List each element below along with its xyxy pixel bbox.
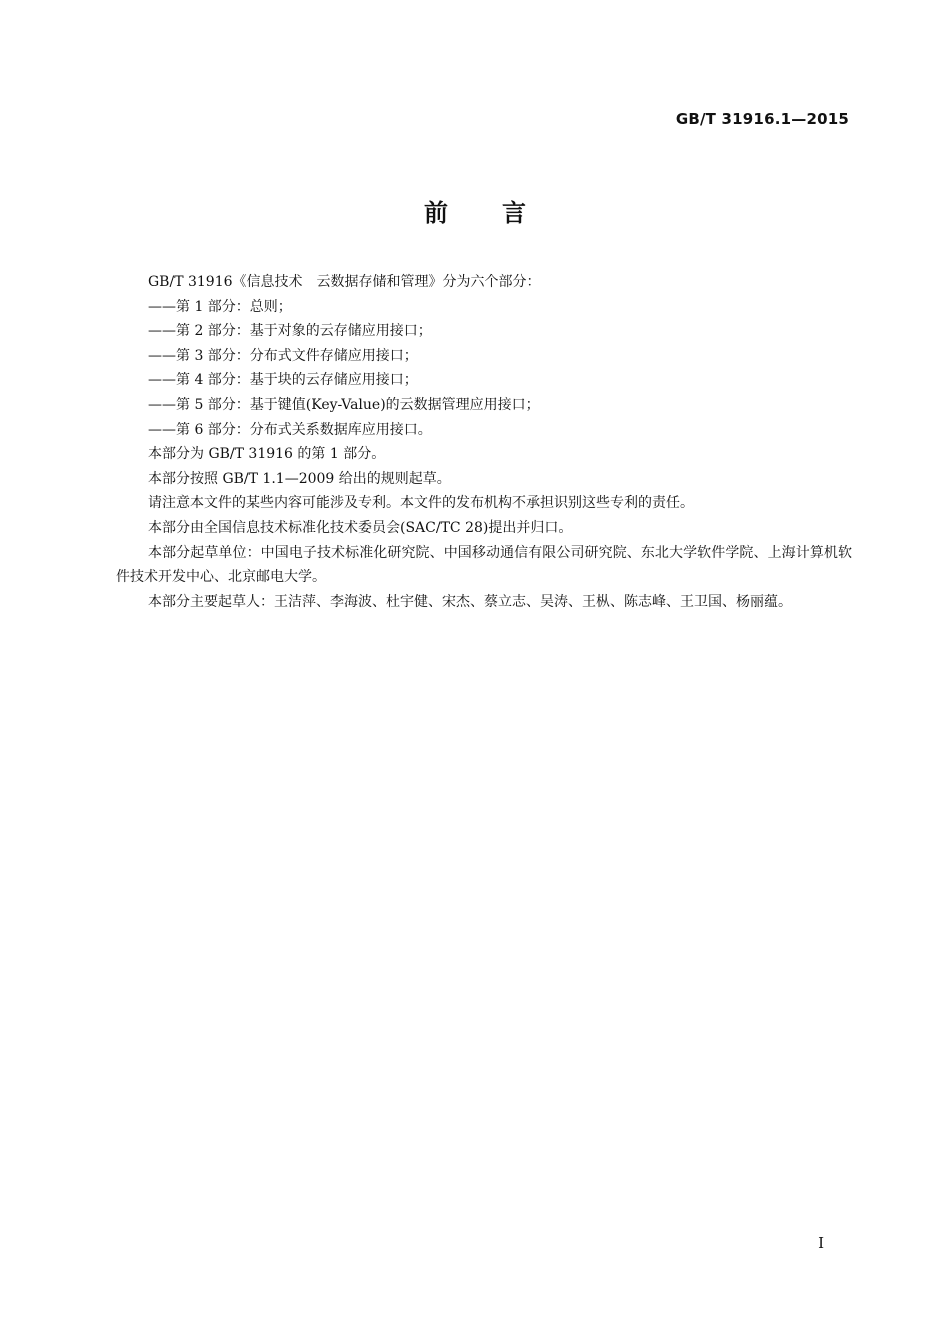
paragraph-part-statement: 本部分为 GB/T 31916 的第 1 部分。 [148, 446, 386, 463]
list-item-part-4: ——第 4 部分：基于块的云存储应用接口； [148, 372, 418, 389]
list-item-part-6: ——第 6 部分：分布式关系数据库应用接口。 [148, 421, 432, 438]
paragraph-drafting-rules: 本部分按照 GB/T 1.1—2009 给出的规则起草。 [148, 470, 451, 487]
list-item-part-3: ——第 3 部分：分布式文件存储应用接口； [148, 347, 418, 364]
paragraph-drafters: 本部分主要起草人：王洁萍、李海波、杜宇健、宋杰、蔡立志、吴涛、王枞、陈志峰、王卫国、杨丽蕴。 [148, 593, 792, 610]
list-item-part-1: ——第 1 部分：总则； [148, 298, 292, 315]
paragraph-proposer: 本部分由全国信息技术标准化技术委员会(SAC/TC 28)提出并归口。 [148, 519, 573, 536]
page-title: 前言 [424, 199, 580, 227]
list-item-part-5: ——第 5 部分：基于键值(Key-Value)的云数据管理应用接口； [148, 396, 540, 413]
paragraph-drafting-units: 本部分起草单位：中国电子技术标准化研究院、中国移动通信有限公司研究院、东北大学软件学院、上海计算机软件技术开发中心、北京邮电大学。 [116, 544, 852, 586]
list-item-part-2: ——第 2 部分：基于对象的云存储应用接口； [148, 323, 432, 340]
page-number: I [818, 1234, 824, 1252]
paragraph-patent-notice: 请注意本文件的某些内容可能涉及专利。本文件的发布机构不承担识别这些专利的责任。 [148, 495, 694, 512]
foreword-body [116, 270, 852, 614]
standard-number: GB/T 31916.1—2015 [675, 110, 849, 128]
paragraph-intro: GB/T 31916《信息技术 云数据存储和管理》分为六个部分： [148, 274, 541, 290]
